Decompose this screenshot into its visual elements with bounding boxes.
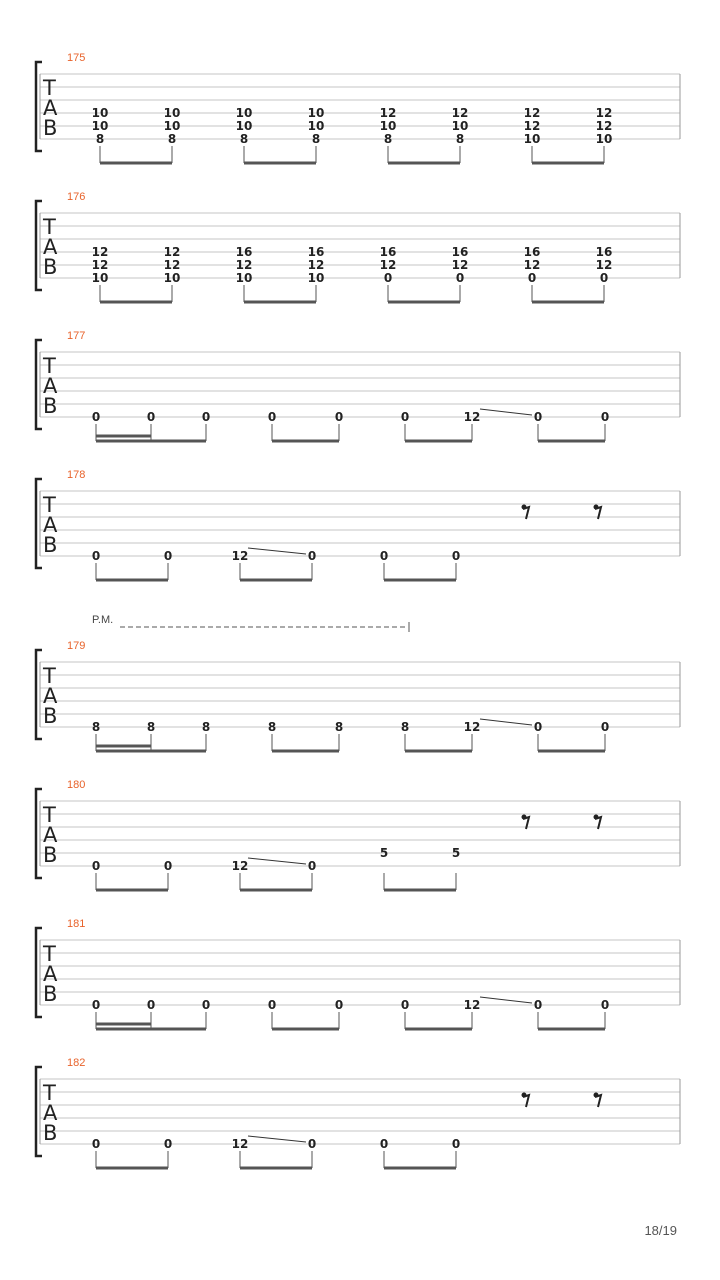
tab-clef-letter: B: [43, 843, 58, 867]
fret-number: 8: [239, 132, 249, 146]
fret-number: 0: [201, 410, 211, 424]
fret-number: 12: [463, 720, 481, 734]
fret-number: 12: [595, 258, 613, 272]
fret-number: 0: [527, 271, 537, 285]
staff-bracket: [36, 789, 42, 878]
fret-number: 8: [383, 132, 393, 146]
fret-number: 12: [163, 258, 181, 272]
fret-number: 12: [595, 119, 613, 133]
fret-number: 0: [163, 549, 173, 563]
fret-number: 0: [91, 549, 101, 563]
fret-number: 8: [167, 132, 177, 146]
fret-number: 12: [231, 1137, 249, 1151]
tab-clef-letter: T: [43, 803, 56, 827]
fret-number: 10: [307, 106, 325, 120]
fret-number: 12: [463, 410, 481, 424]
fret-number: 0: [533, 998, 543, 1012]
fret-number: 12: [91, 258, 109, 272]
tab-system: [36, 779, 680, 890]
staff-bracket: [36, 62, 42, 151]
fret-number: 12: [463, 998, 481, 1012]
staff-bracket: [36, 201, 42, 290]
fret-number: 12: [91, 245, 109, 259]
fret-number: 8: [95, 132, 105, 146]
staff-bracket: [36, 479, 42, 568]
fret-number: 12: [235, 258, 253, 272]
fret-number: 10: [235, 106, 253, 120]
fret-number: 8: [400, 720, 410, 734]
tab-clef-letter: B: [43, 533, 58, 557]
fret-number: 8: [267, 720, 277, 734]
tab-clef-letter: A: [43, 96, 58, 120]
fret-number: 0: [533, 410, 543, 424]
fret-number: 12: [231, 549, 249, 563]
staff-bracket: [36, 650, 42, 739]
fret-number: 0: [400, 998, 410, 1012]
fret-number: 0: [383, 271, 393, 285]
tab-clef-letter: A: [43, 962, 58, 986]
tab-clef-letter: A: [43, 513, 58, 537]
staff-bracket: [36, 1067, 42, 1156]
tab-clef-letter: T: [43, 354, 56, 378]
fret-number: 12: [523, 106, 541, 120]
fret-number: 12: [595, 106, 613, 120]
fret-number: 10: [163, 271, 181, 285]
measure-number: 180: [67, 779, 86, 791]
slide-line: [248, 548, 306, 554]
fret-number: 0: [400, 410, 410, 424]
measure-number: 178: [67, 469, 86, 481]
fret-number: 16: [307, 245, 325, 259]
fret-number: 10: [235, 119, 253, 133]
fret-number: 0: [599, 271, 609, 285]
fret-number: 10: [523, 132, 541, 146]
tab-clef-letter: B: [43, 116, 58, 140]
fret-number: 0: [91, 998, 101, 1012]
tab-clef-letter: T: [43, 493, 56, 517]
fret-number: 10: [163, 119, 181, 133]
fret-number: 10: [235, 271, 253, 285]
fret-number: 0: [600, 998, 610, 1012]
fret-number: 0: [146, 410, 156, 424]
fret-number: 0: [600, 720, 610, 734]
measure-number: 175: [67, 52, 86, 64]
fret-number: 8: [91, 720, 101, 734]
tab-clef-letter: T: [43, 215, 56, 239]
palm-mute-label: P.M.: [92, 614, 114, 626]
slide-line: [248, 1136, 306, 1142]
tab-system: [36, 918, 680, 1029]
fret-number: 10: [451, 119, 469, 133]
tab-clef-letter: A: [43, 823, 58, 847]
fret-number: 5: [379, 846, 389, 860]
tab-clef-letter: T: [43, 942, 56, 966]
fret-number: 0: [379, 549, 389, 563]
fret-number: 0: [451, 549, 461, 563]
fret-number: 0: [334, 998, 344, 1012]
fret-number: 0: [267, 998, 277, 1012]
tab-system: [36, 330, 680, 441]
staff-bracket: [36, 928, 42, 1017]
fret-number: 8: [311, 132, 321, 146]
tab-clef-letter: B: [43, 1121, 58, 1145]
fret-number: 0: [163, 1137, 173, 1151]
fret-number: 12: [379, 106, 397, 120]
fret-number: 8: [201, 720, 211, 734]
measure-number: 182: [67, 1057, 86, 1069]
fret-number: 16: [451, 245, 469, 259]
fret-number: 0: [201, 998, 211, 1012]
fret-number: 0: [307, 1137, 317, 1151]
fret-number: 0: [91, 859, 101, 873]
tab-system: [36, 469, 680, 580]
fret-number: 0: [334, 410, 344, 424]
tab-clef-letter: A: [43, 684, 58, 708]
tab-clef-letter: B: [43, 394, 58, 418]
fret-number: 12: [231, 859, 249, 873]
fret-number: 16: [235, 245, 253, 259]
tab-clef-letter: A: [43, 1101, 58, 1125]
measure-number: 176: [67, 191, 86, 203]
tab-system: [36, 191, 680, 302]
fret-number: 16: [595, 245, 613, 259]
tab-clef-letter: A: [43, 374, 58, 398]
tab-clef-letter: B: [43, 982, 58, 1006]
fret-number: 0: [451, 1137, 461, 1151]
fret-number: 12: [163, 245, 181, 259]
fret-number: 12: [523, 258, 541, 272]
tab-system: [36, 1057, 680, 1168]
fret-number: 8: [455, 132, 465, 146]
fret-number: 0: [307, 549, 317, 563]
fret-number: 12: [379, 258, 397, 272]
fret-number: 10: [379, 119, 397, 133]
fret-number: 10: [307, 271, 325, 285]
fret-number: 10: [91, 119, 109, 133]
slide-line: [480, 997, 532, 1003]
slide-line: [480, 719, 532, 725]
fret-number: 10: [595, 132, 613, 146]
fret-number: 16: [523, 245, 541, 259]
tab-clef-letter: B: [43, 255, 58, 279]
tab-system: [36, 614, 680, 751]
fret-number: 10: [163, 106, 181, 120]
slide-line: [480, 409, 532, 415]
fret-number: 12: [451, 106, 469, 120]
measure-number: 181: [67, 918, 86, 930]
fret-number: 0: [379, 1137, 389, 1151]
fret-number: 10: [91, 271, 109, 285]
tab-system: [36, 52, 680, 163]
fret-number: 16: [379, 245, 397, 259]
measure-number: 179: [67, 640, 86, 652]
fret-number: 0: [267, 410, 277, 424]
fret-number: 12: [307, 258, 325, 272]
page-number: 18/19: [644, 1223, 677, 1238]
tab-clef-letter: T: [43, 76, 56, 100]
fret-number: 8: [334, 720, 344, 734]
fret-number: 0: [307, 859, 317, 873]
fret-number: 0: [455, 271, 465, 285]
fret-number: 0: [600, 410, 610, 424]
tab-clef-letter: T: [43, 664, 56, 688]
fret-number: 0: [146, 998, 156, 1012]
measure-number: 177: [67, 330, 86, 342]
staff-systems: [36, 52, 680, 1168]
tab-clef-letter: T: [43, 1081, 56, 1105]
tab-clef-letter: A: [43, 235, 58, 259]
fret-number: 0: [533, 720, 543, 734]
fret-number: 0: [91, 1137, 101, 1151]
fret-number: 10: [91, 106, 109, 120]
fret-number: 10: [307, 119, 325, 133]
fret-number: 0: [163, 859, 173, 873]
tab-clef-letter: B: [43, 704, 58, 728]
fret-number: 12: [523, 119, 541, 133]
fret-number: 0: [91, 410, 101, 424]
fret-number: 8: [146, 720, 156, 734]
fret-number: 5: [451, 846, 461, 860]
fret-number: 12: [451, 258, 469, 272]
staff-bracket: [36, 340, 42, 429]
slide-line: [248, 858, 306, 864]
